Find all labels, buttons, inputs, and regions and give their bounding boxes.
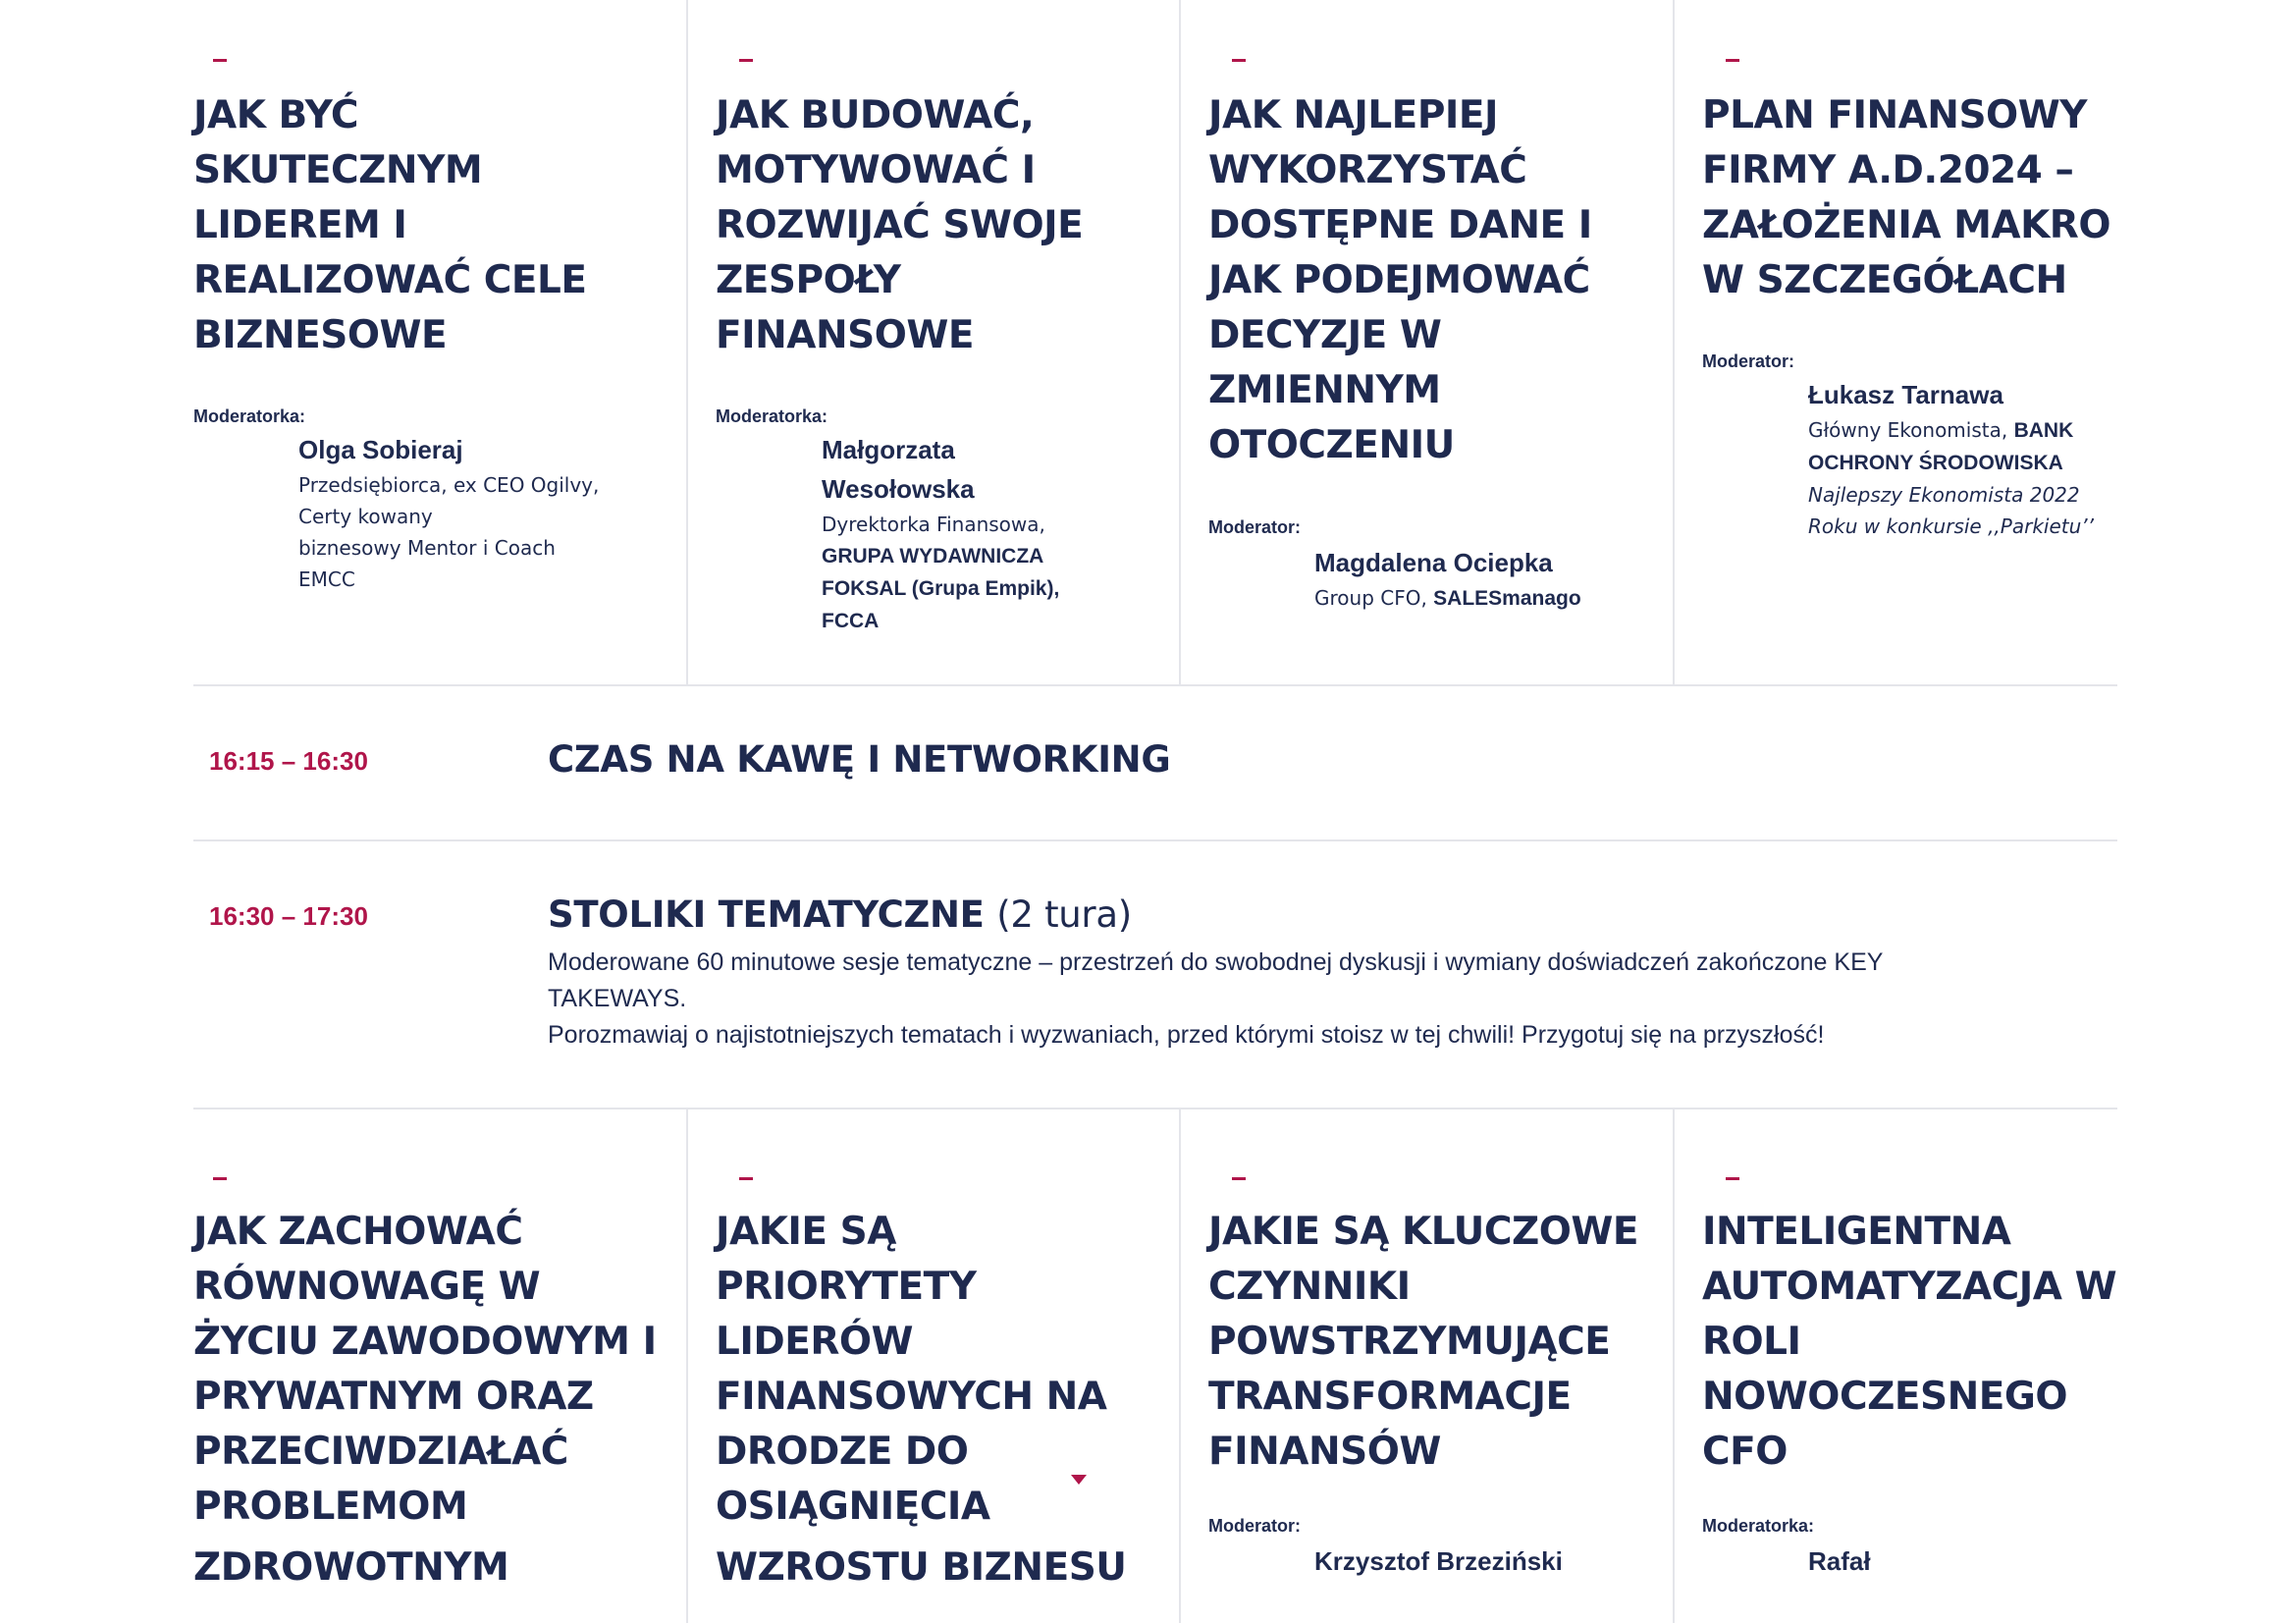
title-line: FIRMY A.D.2024 – (1702, 148, 2074, 192)
title-line: W SZCZEGÓŁACH (1702, 258, 2067, 302)
description-line: TAKEWAYS. (548, 985, 687, 1012)
tables-description (548, 945, 2001, 1054)
session-title (1702, 1205, 2134, 1480)
title-line: PRYWATNYM ORAZ (193, 1375, 594, 1419)
moderator-info (1808, 375, 2103, 542)
accent-dash (213, 1177, 227, 1180)
accent-dash (1726, 1177, 1739, 1180)
session-title (716, 1205, 1148, 1596)
title-line: FINANSOWYCH NA (716, 1375, 1107, 1419)
title-line: JAK ZACHOWAĆ (193, 1210, 523, 1254)
title-line: OTOCZENIU (1208, 423, 1455, 467)
company-name: OCHRONY ŚRODOWISKA (1808, 452, 2063, 474)
moderator-name: Magdalena Ociepka (1314, 548, 1553, 577)
divider (193, 684, 2117, 686)
moderator-info (298, 430, 613, 595)
title-line: OSIĄGNIĘCIA (716, 1485, 990, 1529)
moderator-desc: EMCC (298, 568, 355, 591)
title-line: PROBLEMOM (193, 1485, 468, 1529)
accent-dash (739, 1177, 753, 1180)
break-time: 16:15 – 16:30 (209, 746, 368, 776)
description-line: Porozmawiaj o najistotniejszych tematach i wyzwaniach, przed którymi stoisz w tej chwili! Przygotuj się na przyszłość! (548, 1021, 1825, 1049)
title-line: ŻYCIU ZAWODOWYM I (193, 1320, 657, 1364)
divider (193, 839, 2117, 841)
moderator-desc (1808, 447, 2103, 479)
moderator-name: Łukasz Tarnawa (1808, 380, 2003, 409)
break-title: CZAS NA KAWĘ I NETWORKING (548, 738, 1171, 781)
accent-dash (213, 59, 227, 62)
title-line: MOTYWOWAĆ I (716, 148, 1036, 192)
moderator-name: Krzysztof Brzeziński (1314, 1546, 1563, 1576)
title-line: JAKIE SĄ (716, 1210, 896, 1254)
moderator-info (1314, 1542, 1609, 1581)
accent-dash (1232, 1177, 1246, 1180)
title-line: REALIZOWAĆ CELE (193, 258, 587, 302)
moderator-label: Moderator: (1208, 1516, 1301, 1536)
title-line: LIDERÓW (716, 1320, 914, 1364)
title-line: LIDEREM I (193, 203, 407, 247)
session-card (193, 1109, 686, 1623)
company-name: GRUPA WYDAWNICZA (822, 545, 1044, 568)
tables-title (548, 893, 1132, 936)
session-card (686, 0, 1179, 684)
title-line: ZESPOŁY (716, 258, 901, 302)
accent-dash (1726, 59, 1739, 62)
moderator-label: Moderator: (1702, 352, 1794, 371)
title-line: ROZWIJAĆ SWOJE (716, 203, 1084, 247)
moderator-desc: Certy kowany (298, 505, 433, 528)
moderator-desc: Główny Ekonomista, BANK (1808, 418, 2074, 442)
title-line: TRANSFORMACJE (1208, 1375, 1572, 1419)
title-line: BIZNESOWE (193, 313, 448, 357)
moderator-desc (1808, 511, 2103, 542)
title-line: JAKIE SĄ KLUCZOWE (1208, 1210, 1639, 1254)
title-line: DRODZE DO (716, 1430, 969, 1474)
session-card (193, 0, 686, 684)
company-name: SALESmanago (1433, 587, 1581, 610)
company-name: FOKSAL (Grupa Empik), (822, 577, 1060, 600)
moderator-name: Rafał (1808, 1546, 1871, 1576)
session-card (686, 1109, 1179, 1623)
title-line: NOWOCZESNEGO (1702, 1375, 2068, 1419)
title-line: AUTOMATYZACJA W (1702, 1265, 2117, 1309)
moderator-desc: biznesowy Mentor i Coach (298, 536, 556, 560)
moderator-label: Moderatorka: (193, 406, 306, 426)
title-line: CFO (1702, 1430, 1788, 1474)
session-title (1208, 88, 1640, 473)
title-line: WZROSTU BIZNESU (716, 1545, 1127, 1590)
moderator-desc (1808, 479, 2103, 511)
title-line: SKUTECZNYM (193, 148, 483, 192)
session-title (1208, 1205, 1640, 1480)
award: Roku w konkursie ,,Parkietu’’ (1808, 514, 2095, 538)
accent-dash (1232, 59, 1246, 62)
title-line: ZDROWOTNYM (193, 1545, 509, 1590)
title-line: ROLI (1702, 1320, 1801, 1364)
moderator-name: Olga Sobieraj (298, 435, 463, 464)
moderator-label: Moderator: (1208, 517, 1301, 537)
session-card (1673, 0, 2117, 684)
title-line: INTELIGENTNA (1702, 1210, 2011, 1254)
moderator-info (1314, 543, 1609, 615)
title-line: PRZECIWDZIAŁAĆ (193, 1430, 568, 1474)
title-line: JAK PODEJMOWAĆ (1208, 258, 1590, 302)
title-line: PLAN FINANSOWY (1702, 93, 2087, 137)
moderator-info (1808, 1542, 2103, 1581)
top-sessions-row (193, 0, 2117, 684)
title-line: RÓWNOWAGĘ W (193, 1265, 541, 1309)
tables-title-main: STOLIKI TEMATYCZNE (548, 893, 985, 936)
award: Najlepszy Ekonomista 2022 (1808, 483, 2080, 507)
moderator-desc (822, 572, 1116, 605)
credential: FCCA (822, 610, 880, 632)
title-line: ZAŁOŻENIA MAKRO (1702, 203, 2110, 247)
bottom-sessions-row (193, 1109, 2117, 1623)
moderator-desc: Przedsiębiorca, ex CEO Ogilvy, (298, 473, 600, 497)
moderator-desc: Dyrektorka Finansowa, (822, 513, 1045, 536)
session-card (1179, 0, 1673, 684)
moderator-desc (822, 540, 1116, 572)
title-line: ZMIENNYM (1208, 368, 1441, 412)
moderator-desc: Group CFO, SALESmanago (1314, 586, 1581, 610)
session-card (1179, 1109, 1673, 1623)
title-line: DOSTĘPNE DANE I (1208, 203, 1592, 247)
title-line: FINANSÓW (1208, 1430, 1441, 1474)
session-title (1702, 88, 2134, 308)
caret-down-icon (1071, 1475, 1087, 1485)
session-title (193, 88, 665, 363)
title-line: JAK BUDOWAĆ, (716, 93, 1035, 137)
title-line: CZYNNIKI (1208, 1265, 1411, 1309)
moderator-name: Wesołowska (822, 474, 975, 504)
accent-dash (739, 59, 753, 62)
title-line: JAK NAJLEPIEJ (1208, 93, 1499, 137)
title-line: PRIORYTETY (716, 1265, 977, 1309)
moderator-label: Moderatorka: (716, 406, 828, 426)
moderator-name: Małgorzata (822, 435, 955, 464)
session-card (1673, 1109, 2117, 1623)
tables-title-suffix: (2 tura) (996, 893, 1132, 936)
description-line: Moderowane 60 minutowe sesje tematyczne – przestrzeń do swobodnej dyskusji i wymiany doświadczeń zakończone KEY (548, 948, 1884, 976)
moderator-info (822, 430, 1116, 637)
title-line: JAK BYĆ (193, 93, 359, 137)
title-line: POWSTRZYMUJĄCE (1208, 1320, 1611, 1364)
title-line: WYKORZYSTAĆ (1208, 148, 1527, 192)
company-name: BANK (2013, 419, 2074, 442)
title-line: FINANSOWE (716, 313, 975, 357)
moderator-desc (822, 605, 1116, 637)
session-title (716, 88, 1148, 363)
moderator-label: Moderatorka: (1702, 1516, 1815, 1536)
tables-time: 16:30 – 17:30 (209, 901, 368, 931)
session-title (193, 1205, 665, 1596)
title-line: DECYZJE W (1208, 313, 1442, 357)
